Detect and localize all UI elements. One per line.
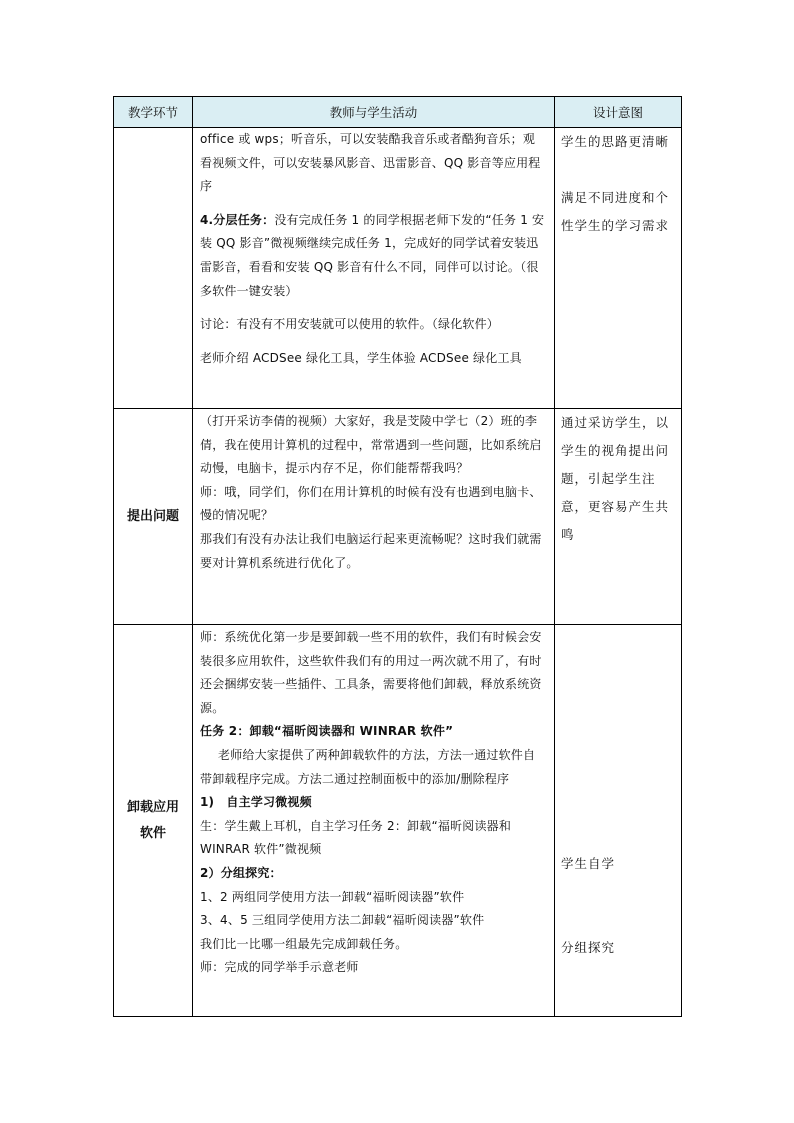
activity-text <box>200 209 547 303</box>
task-label: 4.分层任务： <box>200 212 275 227</box>
activity-text: 师：完成的同学举手示意老师 <box>200 960 359 975</box>
header-stage: 教学环节 <box>114 97 193 128</box>
activity-cell <box>193 128 555 409</box>
task-text: 没有完成任务 1 的同学根据老师下发的“任务 1 安装 QQ 影音”微视频继续完成任务 1，完成好的同学试着安装迅雷影音，看看和安装 QQ 影音有什么不同，同伴可以讨论。（很多软件一键安装） <box>200 212 545 298</box>
activity-text: 3、4、5 三组同学使用方法二卸载“福昕阅读器”软件 <box>200 913 485 928</box>
activity-cell <box>193 409 555 625</box>
stage-label-line2: 软件 <box>139 825 166 841</box>
intent-cell <box>555 409 682 625</box>
stage-label-line1: 卸载应用 <box>126 799 179 815</box>
header-row <box>114 97 682 128</box>
subtask-title: 2）分组探究： <box>200 865 282 880</box>
activity-text: （打开采访李倩的视频）大家好，我是芠陵中学七（2）班的李倩，我在使用计算机的过程中，常常遇到一些问题，比如系统启动慢，电脑卡，提示内存不足，你们能帮帮我吗？ <box>200 414 542 476</box>
intent-text: 学生的思路更清晰 <box>561 134 670 149</box>
intent-text: 学生自学 <box>561 856 616 871</box>
activity-text: 师：哦，同学们，你们在用计算机的时候有没有也遇到电脑卡、慢的情况呢？ <box>200 484 542 523</box>
stage-cell: 提出问题 <box>114 409 193 625</box>
intent-cell <box>555 128 682 409</box>
intent-text: 通过采访学生，以学生的视角提出问题，引起学生注意，更容易产生共鸣 <box>561 415 670 542</box>
activity-text: office 或 wps；听音乐，可以安装酷我音乐或者酷狗音乐；观看视频文件，可以安装暴风影音、迅雷影音、QQ 影音等应用程序 <box>200 132 541 194</box>
activity-text: 师：系统优化第一步是要卸载一些不用的软件，我们有时候会安装很多应用软件，这些软件我们有的用过一两次就不用了，有时还会捆绑安装一些插件、工具条，需要将他们卸载，释放系统资源。 <box>200 630 542 715</box>
intent-text: 满足不同进度和个性学生的学习需求 <box>561 190 670 233</box>
activity-text: 那我们有没有办法让我们电脑运行起来更流畅呢？这时我们就需要对计算机系统进行优化了。 <box>200 531 542 570</box>
intent-cell <box>555 625 682 1017</box>
activity-text: 我们比一比哪一组最先完成卸载任务。 <box>200 936 408 951</box>
header-activity: 教师与学生活动 <box>193 97 555 128</box>
activity-text: 1、2 两组同学使用方法一卸载“福昕阅读器”软件 <box>200 889 465 904</box>
activity-text: 生：学生戴上耳机，自主学习任务 2：卸载“福昕阅读器和 WINRAR 软件”微视频 <box>200 818 512 857</box>
table-row <box>114 625 682 1017</box>
subtask-title: 1) 自主学习微视频 <box>200 795 312 810</box>
activity-text: 讨论：有没有不用安装就可以使用的软件。（绿化软件） <box>200 317 500 332</box>
lesson-plan-table <box>113 96 682 1017</box>
activity-text: 老师给大家提供了两种卸载软件的方法，方法一通过软件自带卸载程序完成。方法二通过控制面板中的添加/删除程序 <box>200 747 536 786</box>
intent-text: 分组探究 <box>561 940 616 955</box>
task-title: 任务 2：卸载“福昕阅读器和 WINRAR 软件” <box>200 724 454 739</box>
activity-text: 老师介绍 ACDSee 绿化工具，学生体验 ACDSee 绿化工具 <box>200 350 522 365</box>
table-row <box>114 128 682 409</box>
header-intent: 设计意图 <box>555 97 682 128</box>
table-row <box>114 409 682 625</box>
activity-cell <box>193 625 555 1017</box>
stage-cell <box>114 128 193 409</box>
stage-cell <box>114 625 193 1017</box>
